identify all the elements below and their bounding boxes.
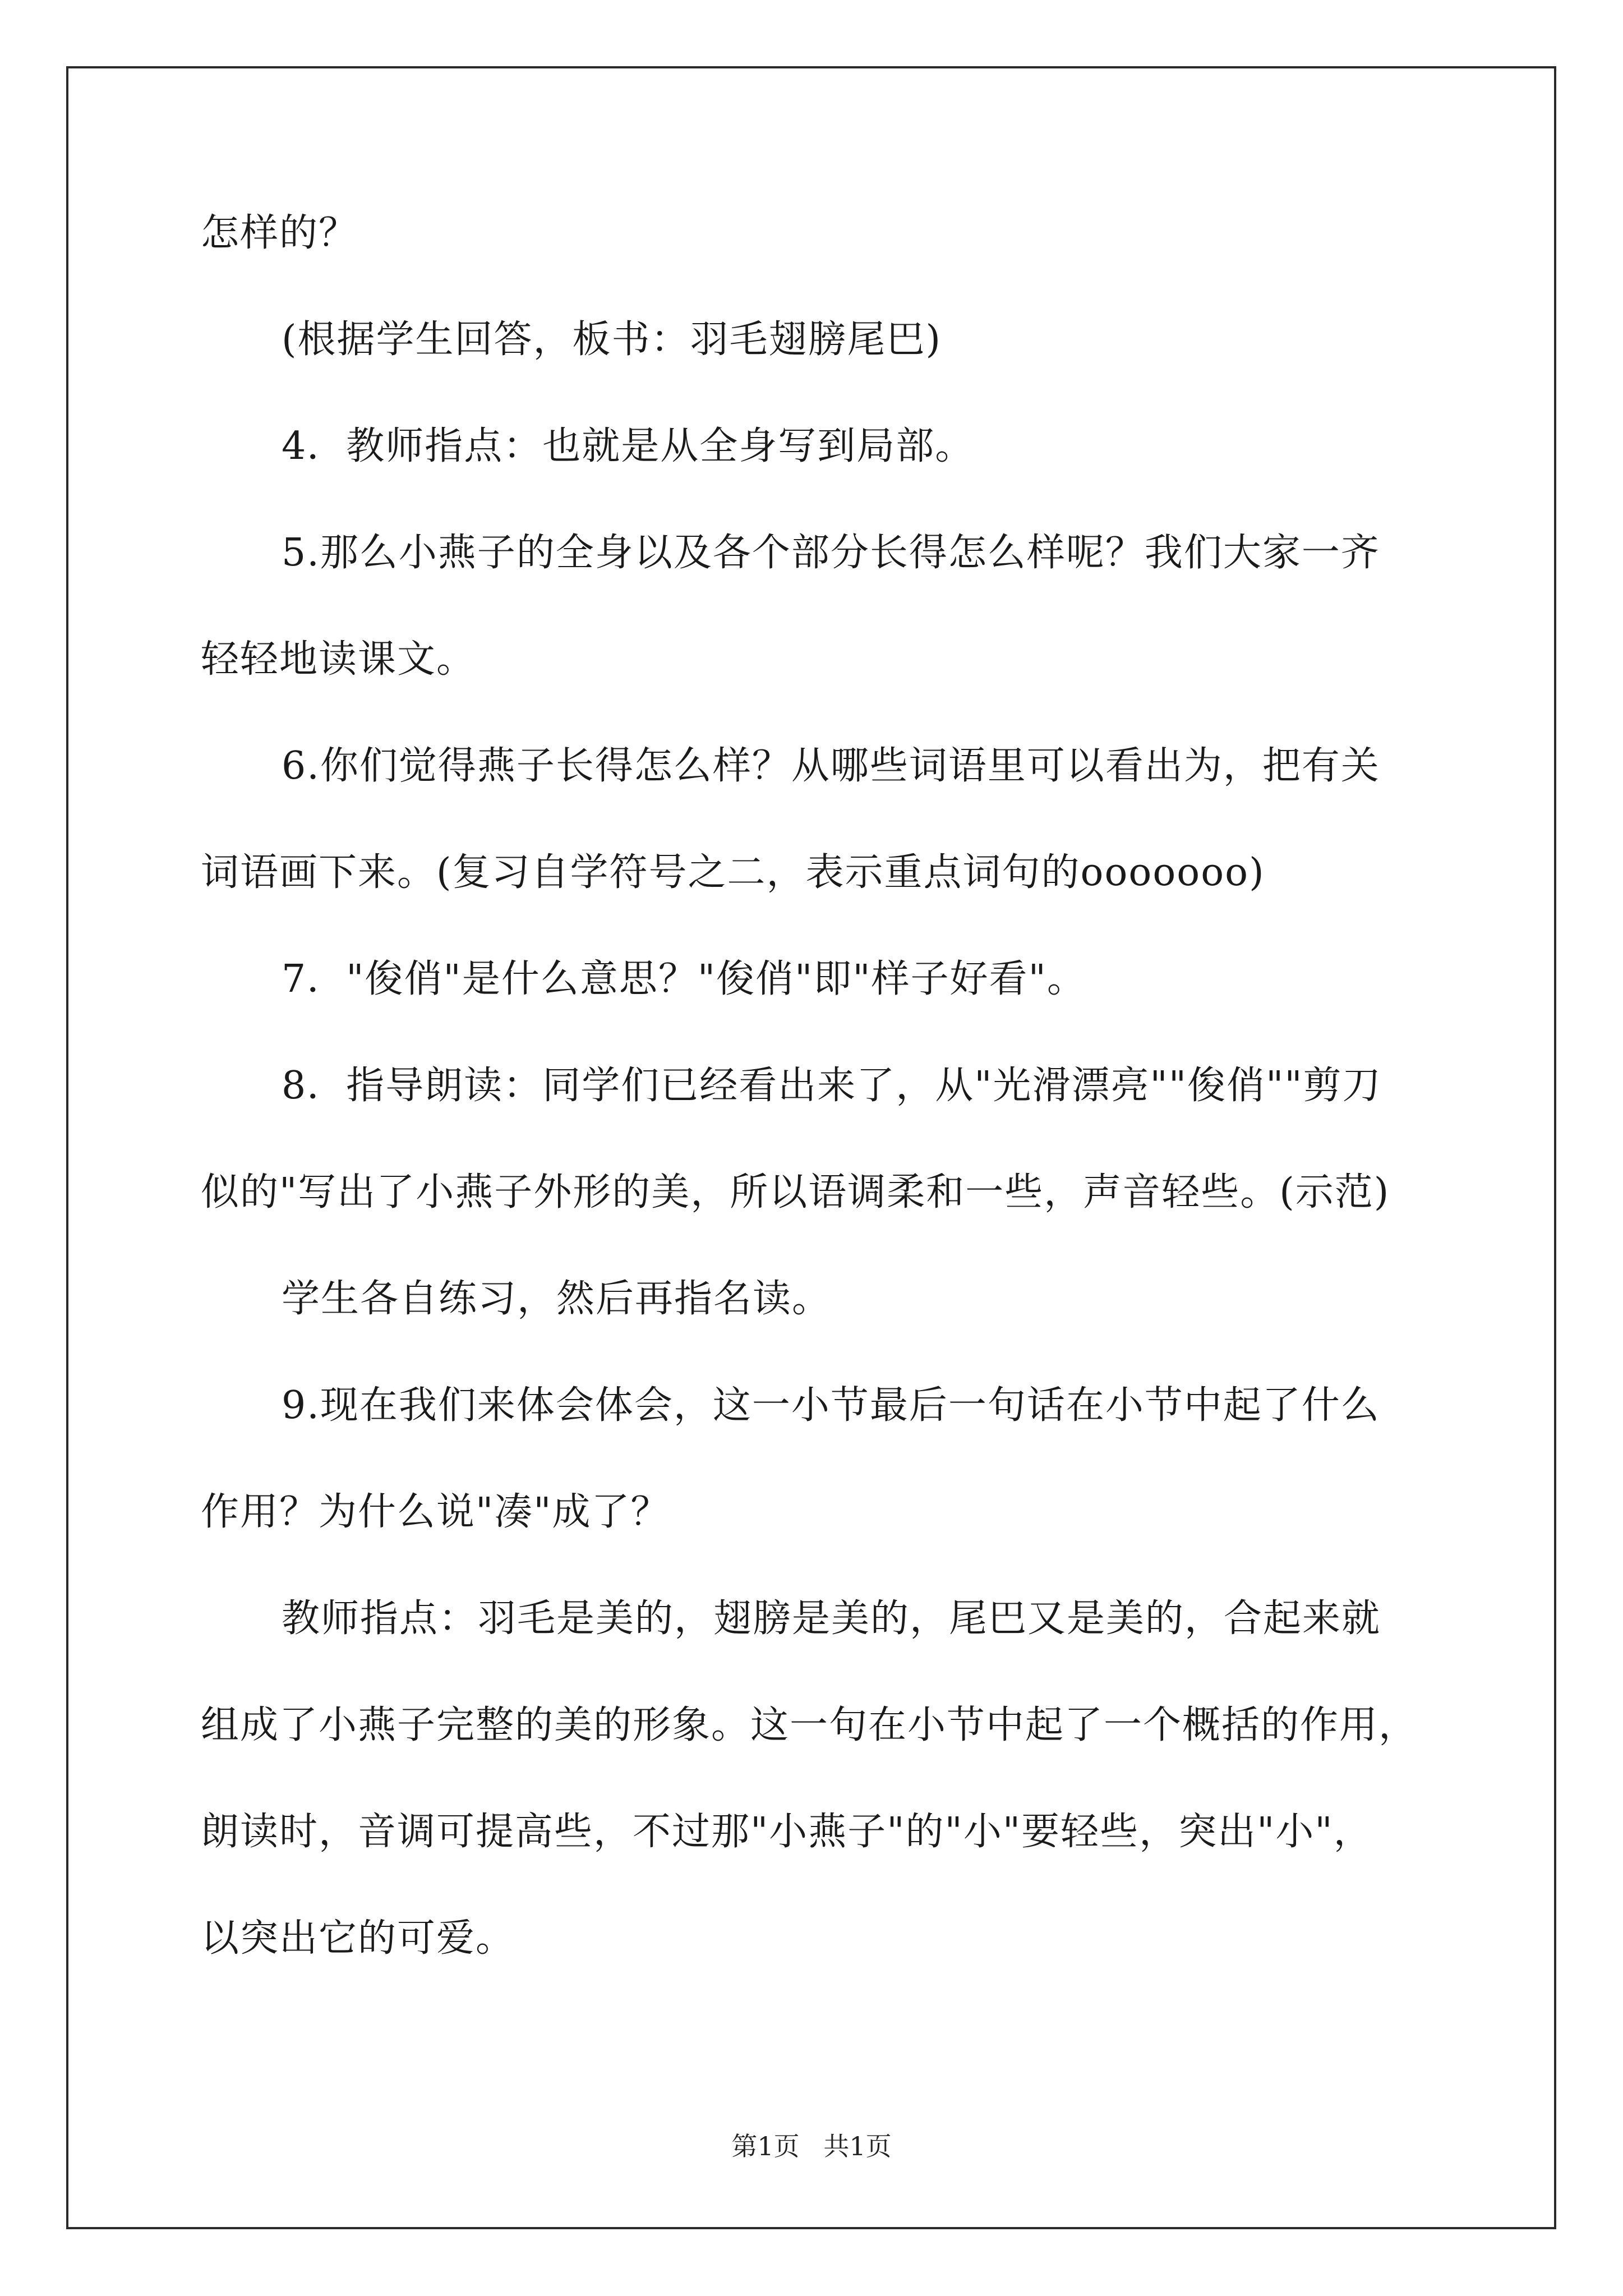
text-line: 作用？为什么说"凑"成了？ — [201, 1490, 670, 1534]
text-line: 轻轻地读课文。 — [201, 637, 476, 682]
text-line: 教师指点：羽毛是美的，翅膀是美的，尾巴又是美的，合起来就 — [282, 1596, 1381, 1641]
page-total: 共1页 — [823, 2131, 892, 2161]
page-number: 第1页 — [731, 2131, 800, 2161]
text-line: 朗读时，音调可提高些，不过那"小燕子"的"小"要轻些，突出"小"， — [201, 1810, 1373, 1854]
text-line: 似的"写出了小燕子外形的美，所以语调柔和一些，声音轻些。(示范) — [201, 1170, 1390, 1214]
text-line: 怎样的？ — [201, 211, 358, 255]
text-line: 6.你们觉得燕子长得怎么样？从哪些词语里可以看出为，把有关 — [282, 744, 1380, 788]
text-line: 组成了小燕子完整的美的形象。这一句在小节中起了一个概括的作用， — [201, 1703, 1418, 1747]
text-line: 4．教师指点：也就是从全身写到局部。 — [282, 424, 975, 468]
text-line: 5.那么小燕子的全身以及各个部分长得怎么样呢？我们大家一齐 — [282, 531, 1380, 575]
text-line: 学生各自练习，然后再指名读。 — [282, 1277, 832, 1321]
text-line: 以突出它的可爱。 — [201, 1916, 515, 1961]
text-line: (根据学生回答，板书：羽毛翅膀尾巴) — [282, 318, 942, 362]
page-footer — [0, 2131, 1623, 2162]
text-line: 词语画下来。(复习自学符号之二，表示重点词句的ooooooo) — [201, 850, 1265, 895]
text-line: 9.现在我们来体会体会，这一小节最后一句话在小节中起了什么 — [282, 1383, 1380, 1428]
text-line: 8．指导朗读：同学们已经看出来了，从"光滑漂亮""俊俏""剪刀 — [282, 1064, 1382, 1108]
page-border — [66, 66, 1556, 2229]
text-line: 7．"俊俏"是什么意思？"俊俏"即"样子好看"。 — [282, 957, 1086, 1001]
